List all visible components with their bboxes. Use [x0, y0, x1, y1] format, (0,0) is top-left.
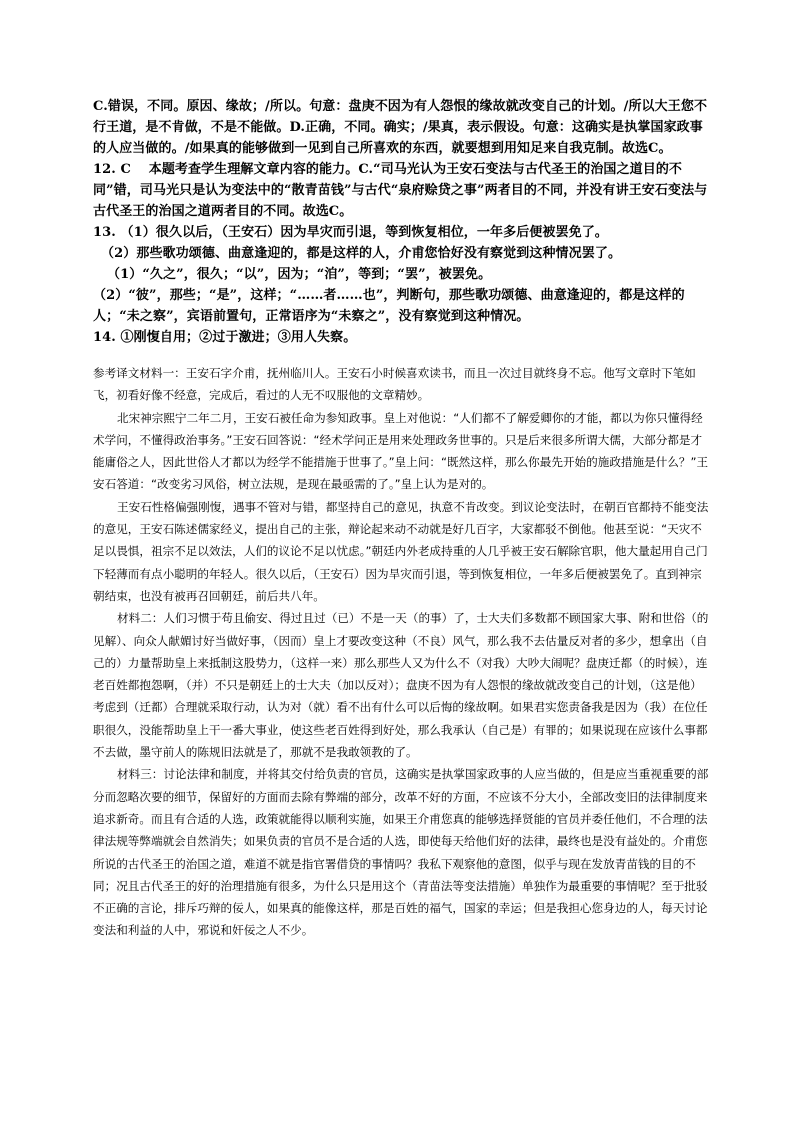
translation-material-1-intro: 参考译文材料一：王安石字介甫，抚州临川人。王安石小时候喜欢读书，而且一次过目就终身不忘。他写文章时下笔如飞，初看好像不经意，完成后，看过的人无不叹服他的文章精妙。: [93, 366, 696, 403]
question-13-answer-1: 13. （1）很久以后，（王安石）因为旱灾而引退，等到恢复相位，一年多后便被罢免了。: [93, 225, 608, 240]
option-c-explanation: C.错误，不同。原因、缘故；/所以。句意：盘庚不因为有人怨恨的缘故就改变自己的计划。/所以大王您不行王道，是不肯做，不是不能做。D.正确，不同。确实；/果真，表示假设。句意：这确实是执掌国家政事的人应当做的。/如果真的能够做到一见到自己所喜欢的东西，就要想到用知足来自我克制。故选C。: [93, 99, 708, 156]
question-13-note-1: （1）“久之”，很久；“以”，因为；“洎”，等到；“罢”，被罢免。: [107, 267, 492, 282]
translation-material-1-para-2: 北宋神宗熙宁二年二月，王安石被任命为参知政事。皇上对他说：“人们都不了解爱卿你的才能，都以为你只懂得经术学问，不懂得政治事务。”王安石回答说：“经术学问正是用来处理政务世事的。只是后来很多所谓大儒，大部分都是才能庸俗之人，因此世俗人才都以为经学不能措施于世事了。”皇上问：“既然这样，那么你最先开始的施政措施是什么？”王安石答道：“改变劣习风俗，树立法规，是现在最亟需的了。”皇上认为是对的。: [93, 410, 709, 492]
translation-material-1-para-3: 王安石性格偏强刚愎，遇事不管对与错，都坚持自己的意见，执意不肯改变。到议论变法时，在朝百官都持不能变法的意见，王安石陈述儒家经义，提出自己的主张，辩论起来动不动就是好几百字，大家都驳不倒他。他甚至说：“天灾不足以畏惧，祖宗不足以效法，人们的议论不足以忧虑。”朝廷内外老成持重的人几乎被王安石解除官职，他大量起用自己门下轻薄而有点小聪明的年轻人。很久以后，（王安石）因为旱灾而引退，等到恢复相位，一年多后便被罢免了。直到神宗朝结束，也没有被再召回朝廷，前后共八年。: [93, 499, 709, 603]
question-14-answer: 14. ①刚愎自用；②过于激进；③用人失察。: [93, 330, 357, 345]
question-13-note-2: （2）“彼”，那些；“是”，这样；“……者……也”，判断句，那些歌功颂德、曲意逢迎的，都是这样的人；“未之察”，宾语前置句，正常语序为“未察之”，没有察觉到这种情况。: [93, 288, 685, 324]
question-13-answer-2: （2）那些歌功颂德、曲意逢迎的，都是这样的人，介甫您恰好没有察觉到这种情况罢了。: [101, 246, 622, 261]
translation-material-2: 材料二：人们习惯于苟且偷安、得过且过（已）不是一天（的事）了，士大夫们多数都不顾国家大事、附和世俗（的见解）、向众人献媚讨好当做好事，（因而）皇上才要改变这种（不良）风气，那么我不去估量反对者的多少，想拿出（自己的）力量帮助皇上来抵制这股势力，（这样一来）那么那些人又为什么不（对我）大吵大闹呢？盘庚迁都（的时候），连老百姓都抱怨啊，（并）不只是朝廷上的士大夫（加以反对）；盘庚不因为有人怨恨的缘故就改变自己的计划，（这是他）考虑到（迁都）合理就采取行动，认为对（就）看不出有什么可以后悔的缘故啊。如果君实您责备我是因为（我）在位任职很久，没能帮助皇上干一番大事业，使这些老百姓得到好处，那么我承认（自己是）有罪的；如果说现在应该什么事都不去做，墨守前人的陈规旧法就是了，那就不是我敢领教的了。: [93, 611, 709, 760]
question-12-answer: 12. C 本题考查学生理解文章内容的能力。C.“司马光认为王安石变法与古代圣王的治国之道目的不同”错，司马光只是认为变法中的“散青苗钱”与古代“泉府赊贷之事”两者目的不同，并没有讲王安石变法与古代圣王的治国之道两者目的不同。故选C。: [93, 162, 708, 219]
translation-material-3: 材料三：讨论法律和制度，并将其交付给负责的官员，这确实是执掌国家政事的人应当做的，但是应当重视重要的部分而忽略次要的细节，保留好的方面而去除有弊端的部分，改革不好的方面，不应该不分大小，全部改变旧的法律制度来追求新奇。而且有合适的人选，政策就能得以顺利实施，如果王介甫您真的能够选择贤能的官员并委任他们，不合理的法律法规等弊端就会自然消失；如果负责的官员不是合适的人选，即使每天给他们好的法律，最终也是没有益处的。介甫您所说的古代圣王的治国之道，难道不就是指官署借贷的事情吗？我私下观察他的意图，似乎与现在发放青苗钱的目的不同；况且古代圣王的好的治理措施有很多，为什么只是用这个（青苗法等变法措施）单独作为最重要的事情呢？至于批驳不正确的言论，排斥巧辩的佞人，如果真的能像这样，那是百姓的福气，国家的幸运；但是我担心您身边的人，每天讨论变法和利益的人中，邪说和奸佞之人不少。: [93, 767, 709, 938]
reference-translation: [93, 362, 713, 942]
answer-section: [93, 96, 713, 348]
